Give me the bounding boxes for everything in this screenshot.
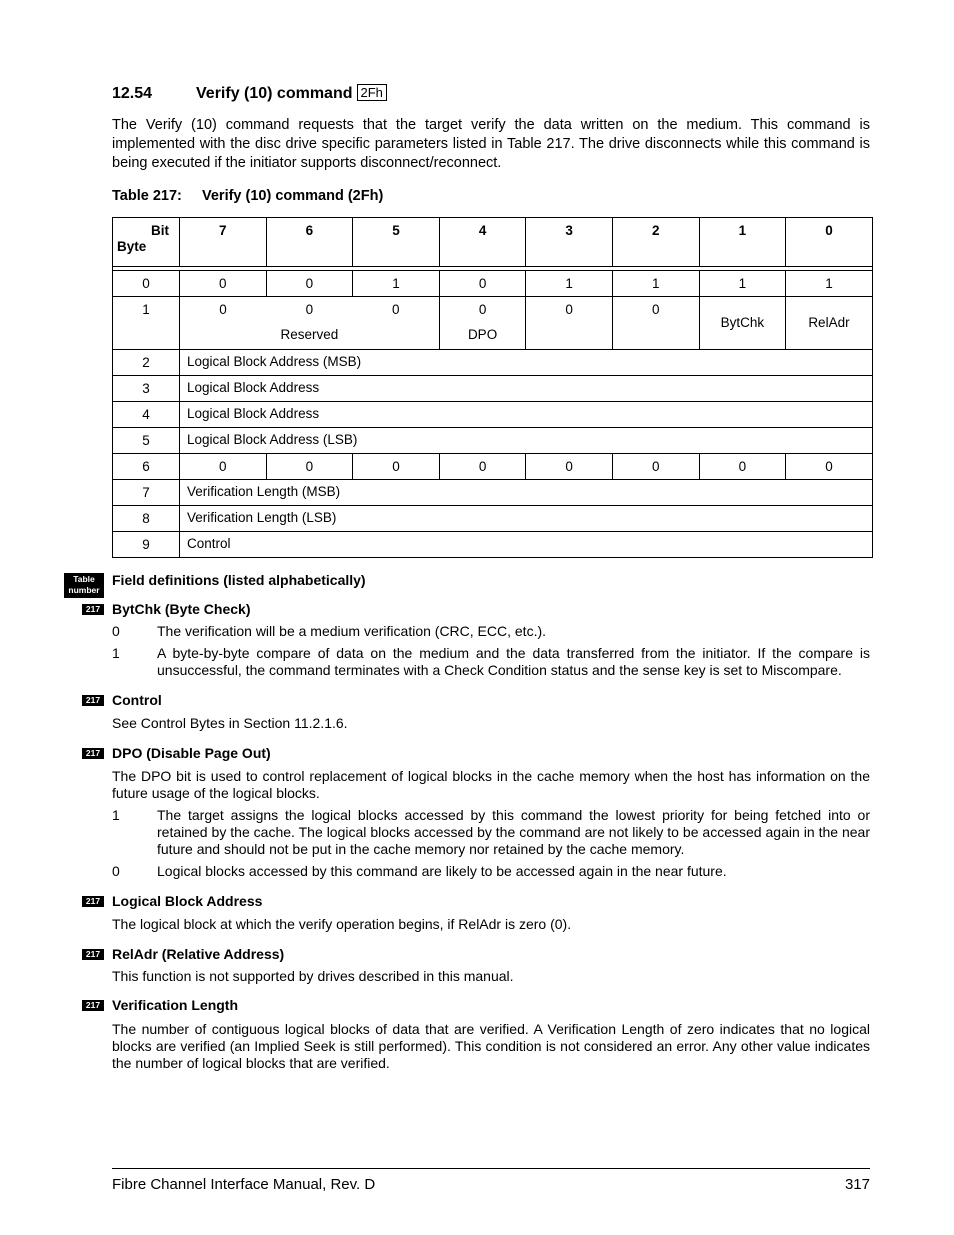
- table-row: [113, 350, 873, 376]
- section-title: Verify (10) command: [196, 85, 353, 102]
- bit-value: 0: [266, 271, 353, 297]
- table-ref-tag: 217: [82, 896, 104, 907]
- bit-value: 0: [353, 454, 440, 480]
- bit-cell: [612, 297, 699, 350]
- reladr-cell: [786, 297, 873, 350]
- bit-value: 0: [180, 454, 267, 480]
- reserved-label: Reserved: [280, 327, 339, 342]
- table-row: [113, 506, 873, 532]
- bit-value: 0: [786, 454, 873, 480]
- bit-value: 0: [439, 271, 526, 297]
- dpo-text: The DPO bit is used to control replacement of logical blocks in the cache memory when the host has information on the future usage of the logical blocks.: [112, 768, 870, 801]
- reserved-bit-cell: [266, 297, 353, 350]
- byte-number: 3: [113, 376, 180, 402]
- table-row: [113, 532, 873, 558]
- field-text: Logical Block Address: [180, 376, 873, 402]
- bytchk-title: BytChk (Byte Check): [112, 601, 251, 617]
- bit-header: 6: [266, 218, 353, 267]
- corner-cell: [113, 218, 180, 267]
- bytchk-cell: [699, 297, 786, 350]
- bit-value: 0: [219, 302, 227, 317]
- bit-value: 0: [391, 302, 400, 317]
- bit-value: 0: [478, 302, 487, 317]
- field-text: Verification Length (MSB): [180, 480, 873, 506]
- item-value: 0: [112, 623, 120, 639]
- bit-value: 0: [612, 454, 699, 480]
- list-item: [112, 807, 870, 858]
- table-row: [113, 271, 873, 297]
- bit-value: 1: [699, 271, 786, 297]
- byte-number: 1: [113, 297, 180, 350]
- table-row: [113, 480, 873, 506]
- field-text: Control: [180, 532, 873, 558]
- vlen-title: Verification Length: [112, 997, 239, 1013]
- table-ref-tag: 217: [82, 949, 104, 960]
- control-title: Control: [112, 692, 162, 708]
- item-value: 1: [112, 645, 120, 661]
- table-caption-title: Verify (10) command (2Fh): [202, 188, 384, 204]
- bit-value: 1: [612, 271, 699, 297]
- section-heading: [112, 84, 387, 103]
- bit-value: 1: [526, 271, 613, 297]
- table-ref-tag: 217: [82, 604, 104, 615]
- bit-header: 4: [439, 218, 526, 267]
- item-text: Logical blocks accessed by this command are likely to be accessed again in the near future.: [157, 863, 727, 879]
- byte-number: 8: [113, 506, 180, 532]
- lba-title: Logical Block Address: [112, 893, 263, 909]
- item-text: The verification will be a medium verification (CRC, ECC, etc.).: [157, 623, 547, 639]
- list-item: [112, 645, 870, 679]
- corner-byte-label: Byte: [117, 239, 147, 254]
- bit-value: 1: [353, 271, 440, 297]
- table-caption: [112, 188, 383, 204]
- table-row: [113, 297, 873, 350]
- tag-line: number: [68, 585, 100, 595]
- dpo-cell: [439, 297, 526, 350]
- lba-text: The logical block at which the verify operation begins, if RelAdr is zero (0).: [112, 916, 572, 932]
- byte-number: 7: [113, 480, 180, 506]
- table-ref-tag: 217: [82, 748, 104, 759]
- tag-line: Table: [73, 574, 95, 584]
- reladr-title: RelAdr (Relative Address): [112, 946, 285, 962]
- bit-header: 5: [353, 218, 440, 267]
- corner-bit-label: Bit: [151, 223, 169, 238]
- bit-header: 2: [612, 218, 699, 267]
- byte-number: 6: [113, 454, 180, 480]
- table-ref-tag: 217: [82, 1000, 104, 1011]
- table-row: [113, 428, 873, 454]
- reserved-bit-cell: [180, 297, 267, 350]
- opcode-box: 2Fh: [357, 84, 387, 101]
- item-value: 1: [112, 807, 120, 823]
- table-row: [113, 454, 873, 480]
- byte-number: 4: [113, 402, 180, 428]
- field-definitions-heading: Field definitions (listed alphabetically): [112, 572, 366, 588]
- byte-number: 2: [113, 350, 180, 376]
- bit-value: 0: [266, 454, 353, 480]
- item-text: A byte-by-byte compare of data on the medium and the data transferred from the initiator. If the compare is unsuccessful, the command terminates with a Check Condition status and the sense key is set to Miscompare.: [157, 645, 870, 678]
- dpo-label: DPO: [467, 327, 498, 342]
- field-text: Logical Block Address (LSB): [180, 428, 873, 454]
- table-caption-label: Table 217:: [112, 188, 182, 204]
- bit-value: 0: [699, 454, 786, 480]
- field-text: Logical Block Address (MSB): [180, 350, 873, 376]
- list-item: [112, 623, 870, 640]
- bit-header: 1: [699, 218, 786, 267]
- bit-cell: [526, 297, 613, 350]
- item-text: The target assigns the logical blocks accessed by this command the lowest priority for being fetched into or retained by the cache. The logical blocks accessed by the command are not likely to be accessed again in the near future and should not be put in the cache memory nor retained by the cache memory.: [157, 807, 870, 857]
- table-number-tag: [64, 573, 104, 598]
- table-row: [113, 376, 873, 402]
- dpo-title: DPO (Disable Page Out): [112, 745, 271, 761]
- command-table: [112, 217, 873, 558]
- bit-value: 0: [305, 302, 314, 317]
- bit-value: 1: [786, 271, 873, 297]
- table-row: [113, 402, 873, 428]
- bit-header: 3: [526, 218, 613, 267]
- page-number: 317: [844, 1176, 870, 1193]
- intro-paragraph: The Verify (10) command requests that the target verify the data written on the medium. This command is implemented with the disc drive specific parameters listed in Table 217. The drive disconnects while this command is being executed if the initiator supports disconnect/reconnect.: [112, 117, 870, 171]
- byte-number: 5: [113, 428, 180, 454]
- bit-value: 0: [180, 271, 267, 297]
- item-value: 0: [112, 863, 120, 879]
- footer-manual-title: Fibre Channel Interface Manual, Rev. D: [112, 1176, 376, 1193]
- footer-rule: [112, 1168, 870, 1169]
- bit-value: 0: [526, 454, 613, 480]
- bit-value: 0: [652, 302, 660, 317]
- vlen-text: The number of contiguous logical blocks of data that are verified. A Verification Length of zero indicates that no logical blocks are verified (an Implied Seek is still performed). This condition is not considered an error. Any other value indicates the number of logical blocks that are verified.: [112, 1021, 870, 1071]
- reladr-label: RelAdr: [808, 315, 850, 330]
- reserved-bit-cell: [353, 297, 440, 350]
- list-item: [112, 863, 870, 880]
- bit-value: 0: [565, 302, 573, 317]
- control-text: See Control Bytes in Section 11.2.1.6.: [112, 715, 348, 731]
- table-header-row: [113, 218, 873, 267]
- field-text: Logical Block Address: [180, 402, 873, 428]
- section-number: 12.54: [112, 85, 153, 102]
- bit-header: 7: [180, 218, 267, 267]
- bytchk-label: BytChk: [720, 315, 765, 330]
- table-ref-tag: 217: [82, 695, 104, 706]
- byte-number: 0: [113, 271, 180, 297]
- field-text: Verification Length (LSB): [180, 506, 873, 532]
- reladr-text: This function is not supported by drives described in this manual.: [112, 968, 514, 984]
- bit-header: 0: [786, 218, 873, 267]
- bit-value: 0: [439, 454, 526, 480]
- byte-number: 9: [113, 532, 180, 558]
